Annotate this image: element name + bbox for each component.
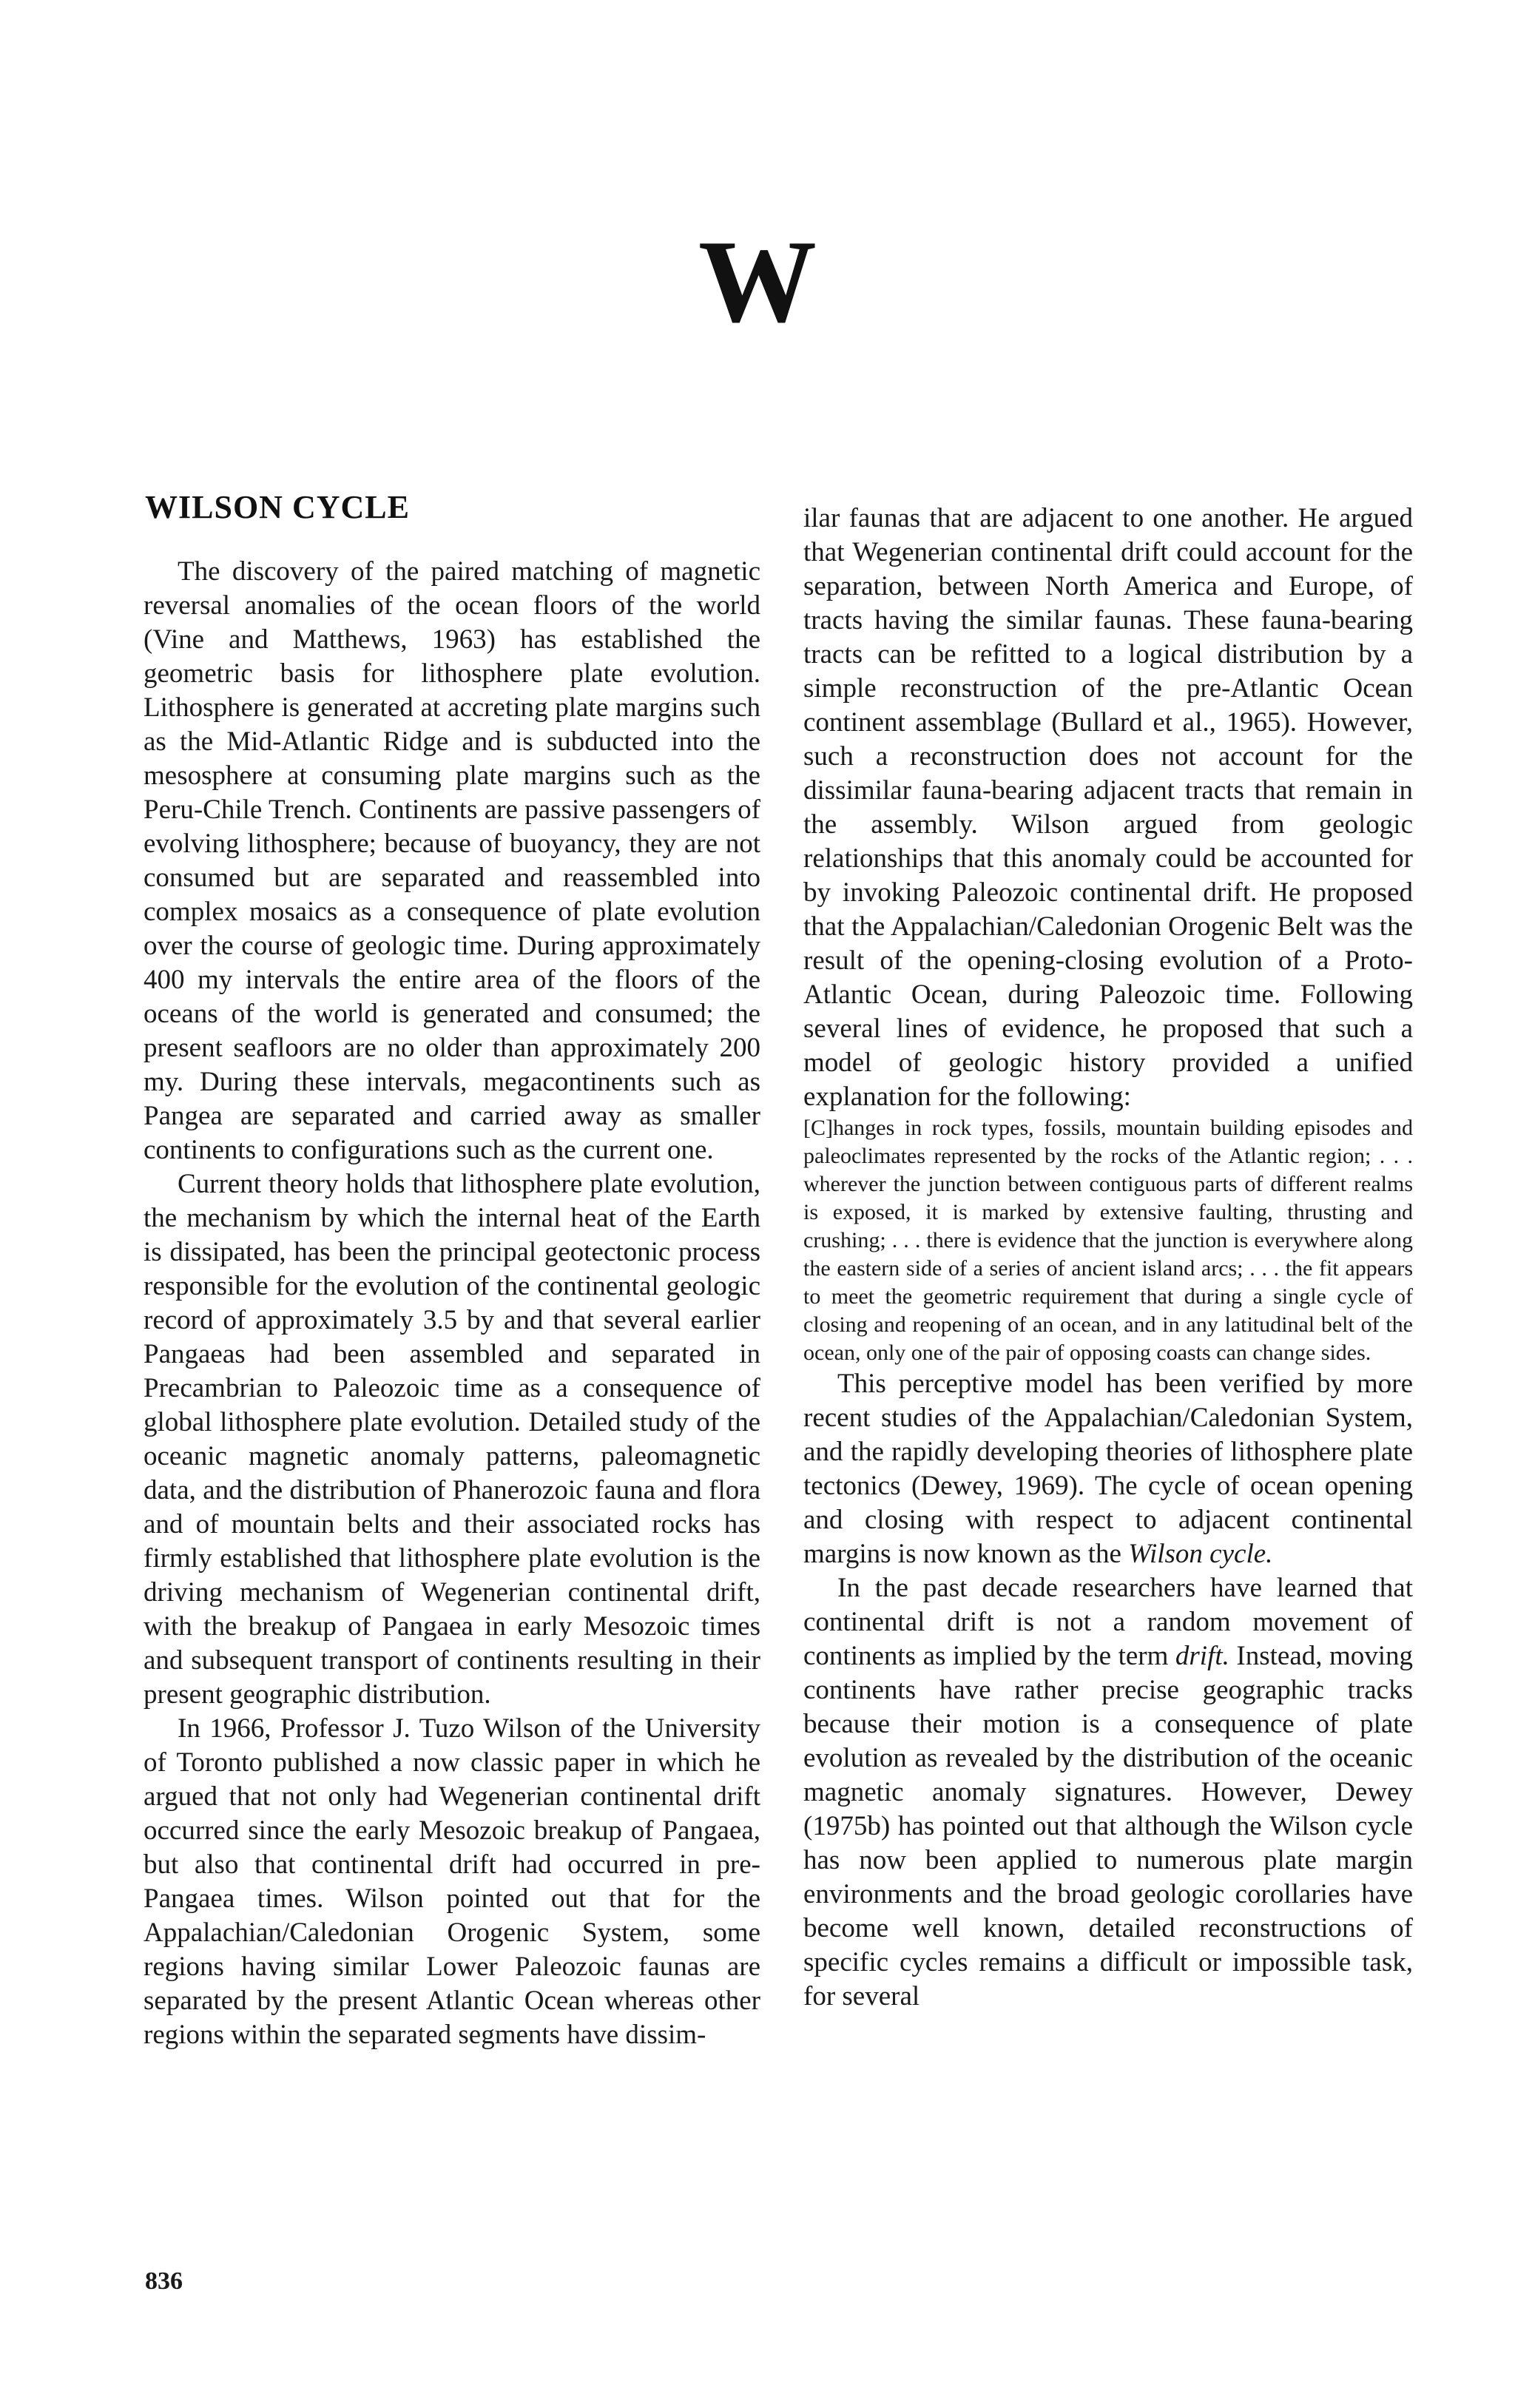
paragraph-text: In the past decade researchers have learned that continental drift is not a random movement of continents as implied by the term [803, 1573, 1413, 1671]
paragraph-continued: ilar faunas that are adjacent to one another. He argued that Wegenerian continental drift could account for the separation, between North America and Europe, of tracts having the similar faunas. These fauna-bearing tracts can be refitted to a logical distribution by a simple reconstruction of the pre-Atlantic Ocean continent assemblage (Bullard et al., 1965). However, such a reconstruction does not account for the dissimilar fauna-bearing adjacent tracts that remain in the assembly. Wilson argued from geologic relationships that this anomaly could be accounted for by invoking Paleozoic continental drift. He proposed that the Appalachian/Caledonian Orogenic Belt was the result of the opening-closing evolution of a Proto-Atlantic Ocean, during Paleozoic time. Following several lines of evidence, he proposed that such a model of geologic history provided a unified explanation for the following: [803, 503, 1413, 1112]
paragraph-text: Instead, moving continents have rather precise geographic tracks because their motion is a consequence of plate evolution as revealed by the distribution of the oceanic magnetic anomaly signatures. However, Dewey (1975b) has pointed out that although the Wilson cycle has now been applied to numerous plate margin environments and the broad geologic corollaries have become well known, detailed reconstructions of specific cycles remains a difficult or impossible task, for several [803, 1641, 1414, 2011]
entry-title: WILSON CYCLE [145, 489, 410, 525]
page-number: 836 [145, 2267, 183, 2295]
section-letter: W [698, 215, 817, 347]
paragraph-text: This perceptive model has been verified by more recent studies of the Appalachian/Caledonian System, and the rapidly developing theories of lithosphere plate tectonics (Dewey, 1969). The cycle of ocean opening and closing with respect to adjacent continental margins is now known as the [803, 1369, 1413, 1569]
block-quote: [C]hanges in rock types, fossils, mountain building episodes and paleoclimates represented by the rocks of the Atlantic region; . . . wherever the junction between contiguous parts of different realms is exposed, it is marked by extensive faulting, thrusting and crushing; . . . there is evidence that the junction is everywhere along the eastern side of a series of ancient island arcs; . . . the fit appears to meet the geometric requirement that during a single cycle of closing and reopening of an ocean, and in any latitudinal belt of the ocean, only one of the pair of opposing coasts can change sides. [803, 1116, 1413, 1365]
paragraph [803, 1367, 1413, 1571]
left-column [144, 555, 760, 2052]
emphasized-term: Wilson cycle. [1128, 1539, 1273, 1569]
right-column [803, 502, 1413, 2014]
paragraph [803, 1571, 1413, 2014]
emphasized-term: drift. [1175, 1641, 1229, 1671]
paragraph: The discovery of the paired matching of magnetic reversal anomalies of the ocean floors of the world (Vine and Matthews, 1963) has established the geometric basis for lithosphere plate evolution. Lithosphere is generated at accreting plate margins such as the Mid-Atlantic Ridge and is subducted into the mesosphere at consuming plate margins such as the Peru-Chile Trench. Continents are passive passengers of evolving lithosphere; because of buoyancy, they are not consumed but are separated and reassembled into complex mosaics as a consequence of plate evolution over the course of geologic time. During approximately 400 my intervals the entire area of the floors of the oceans of the world is generated and consumed; the present seafloors are no older than approximately 200 my. During these intervals, megacontinents such as Pangea are separated and carried away as smaller continents to configurations such as the current one. [144, 556, 760, 1165]
paragraph: In 1966, Professor J. Tuzo Wilson of the University of Toronto published a now classic paper in which he argued that not only had Wegenerian continental drift occurred since the early Mesozoic breakup of Pangaea, but also that continental drift had occurred in pre-Pangaea times. Wilson pointed out that for the Appalachian/Caledonian Orogenic System, some regions having similar Lower Paleozoic faunas are separated by the present Atlantic Ocean whereas other regions within the separated segments have dissim- [144, 1713, 760, 2050]
paragraph: Current theory holds that lithosphere plate evolution, the mechanism by which the internal heat of the Earth is dissipated, has been the principal geotectonic process responsible for the evolution of the continental geologic record of approximately 3.5 by and that several earlier Pangaeas had been assembled and separated in Precambrian to Paleozoic time as a consequence of global lithosphere plate evolution. Detailed study of the oceanic magnetic anomaly patterns, paleomagnetic data, and the distribution of Phanerozoic fauna and flora and of mountain belts and their associated rocks has firmly established that lithosphere plate evolution is the driving mechanism of Wegenerian continental drift, with the breakup of Pangaea in early Mesozoic times and subsequent transport of continents resulting in their present geographic distribution. [144, 1169, 760, 1710]
